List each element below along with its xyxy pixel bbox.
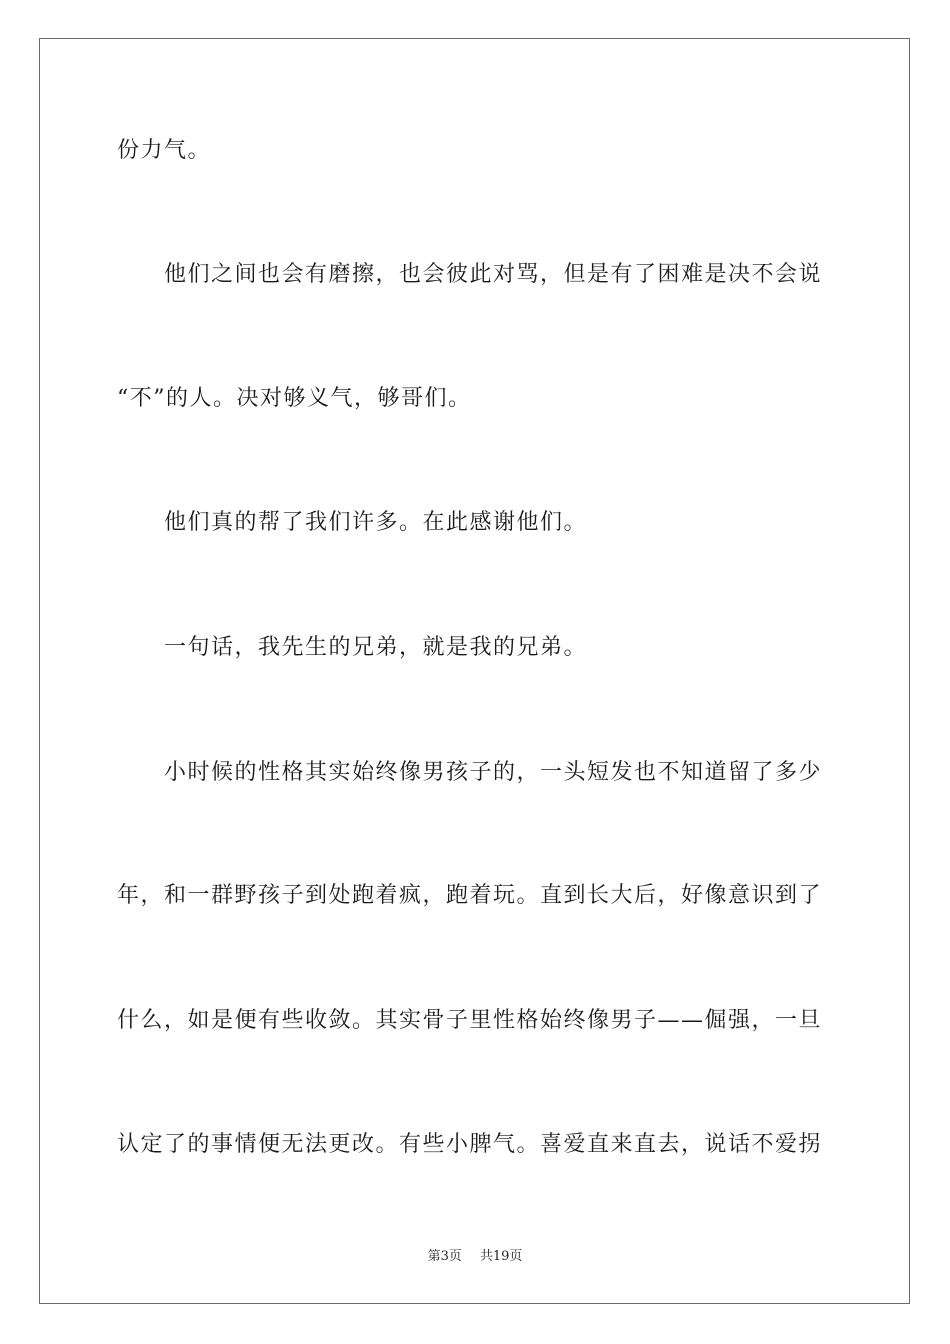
paragraph-line: 他们之间也会有磨擦，也会彼此对骂，但是有了困难是决不会说 [164,262,823,287]
text-line: 什么，如是便有些收敛。其实骨子里性格始终像男子——倔强，一旦 [117,1008,823,1033]
page-border [39,38,910,1304]
paragraph-line: 小时候的性格其实始终像男孩子的，一头短发也不知道留了多少 [164,760,823,785]
page-number: 第3页 [427,1249,462,1264]
paragraph-line: 他们真的帮了我们许多。在此感谢他们。 [164,510,588,535]
page-total: 共19页 [479,1249,523,1264]
text-line: 认定了的事情便无法更改。有些小脾气。喜爱直来直去，说话不爱拐 [117,1132,823,1157]
page-footer [0,1248,950,1266]
text-line: 份力气。 [117,138,212,163]
paragraph-line: 一句话，我先生的兄弟，就是我的兄弟。 [164,635,588,660]
text-line: 年，和一群野孩子到处跑着疯，跑着玩。直到长大后，好像意识到了 [117,883,823,908]
text-line: “不”的人。决对够义气，够哥们。 [117,386,472,411]
